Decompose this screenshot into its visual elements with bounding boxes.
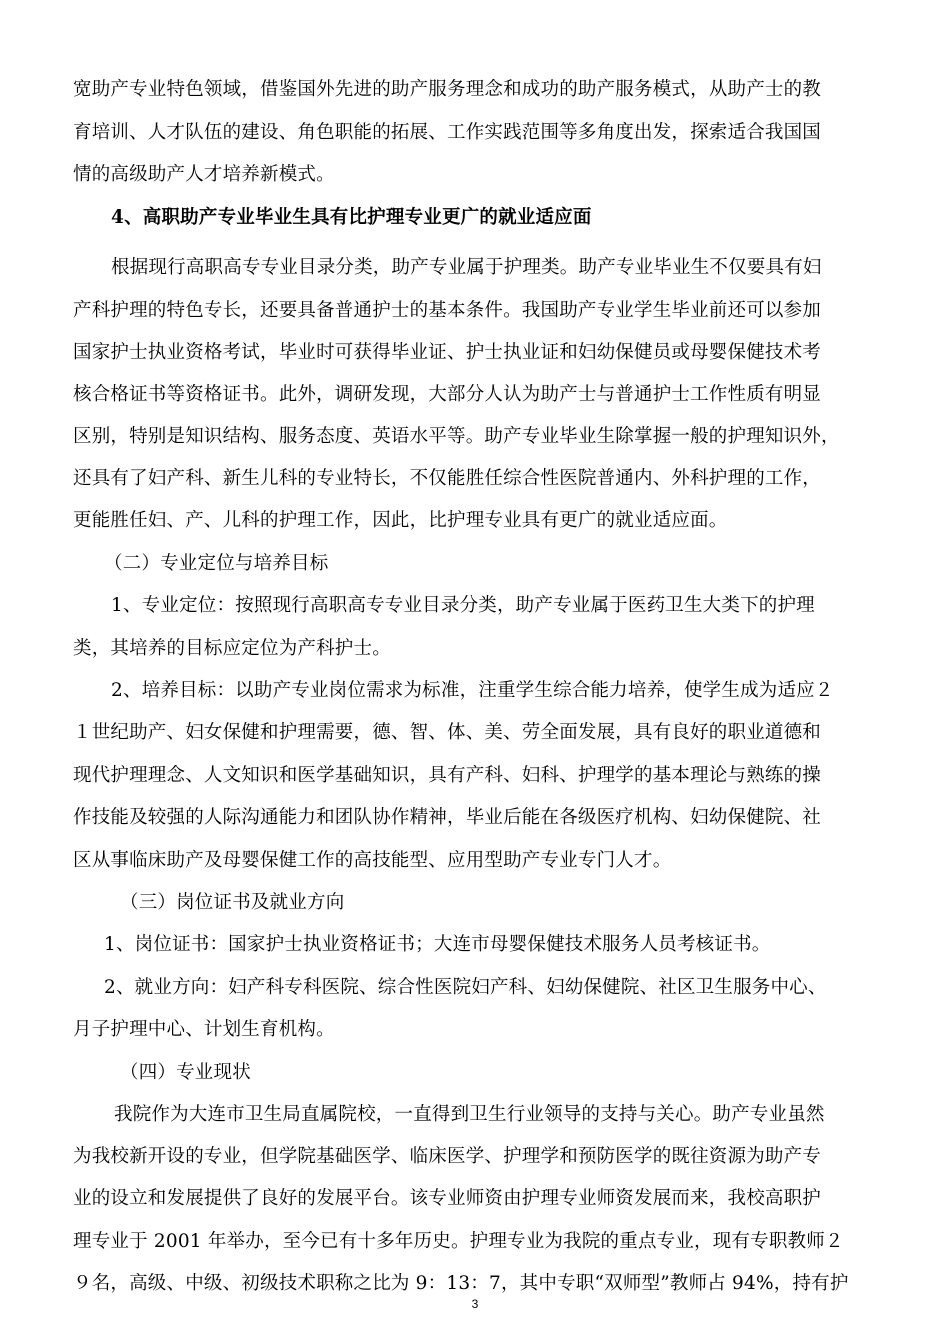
paragraph-line: 业的设立和发展提供了良好的发展平台。该专业师资由护理专业师资发展而来，我校高职护 [73,1188,822,1209]
paragraph-line: 我院作为大连市卫生局直属院校，一直得到卫生行业领导的支持与关心。助产专业虽然 [114,1104,825,1125]
paragraph-line: 宽助产专业特色领域，借鉴国外先进的助产服务理念和成功的助产服务模式，从助产士的教 [73,79,822,100]
paragraph-line: 1、专业定位：按照现行高职高专专业目录分类，助产专业属于医药卫生大类下的护理 [111,595,815,616]
section-heading: （二）专业定位与培养目标 [104,553,329,574]
paragraph-line: 2、就业方向：妇产科专科医院、综合性医院妇产科、妇幼保健院、社区卫生服务中心、 [104,977,827,998]
paragraph-line: 还具有了妇产科、新生儿科的专业特长，不仅能胜任综合性医院普通内、外科护理的工作， [73,468,822,489]
paragraph-line: ９名，高级、中级、初级技术职称之比为 9：13：7，其中专职“双师型”教师占 94%，持有护 [73,1273,849,1294]
paragraph-line: 核合格证书等资格证书。此外，调研发现，大部分人认为助产士与普通护士工作性质有明显 [73,384,822,405]
paragraph-line: 育培训、人才队伍的建设、角色职能的拓展、工作实践范围等多角度出发，探索适合我国国 [73,122,822,143]
paragraph-line: 月子护理中心、计划生育机构。 [73,1019,335,1040]
paragraph-line: 根据现行高职高专专业目录分类，助产专业属于护理类。助产专业毕业生不仅要具有妇 [111,257,822,278]
paragraph-line: 产科护理的特色专长，还要具备普通护士的基本条件。我国助产专业学生毕业前还可以参加 [73,300,822,321]
section-heading: 4、高职助产专业毕业生具有比护理专业更广的就业适应面 [111,207,592,228]
paragraph-line: 为我校新开设的专业，但学院基础医学、临床医学、护理学和预防医学的既往资源为助产专 [73,1146,822,1167]
paragraph-line: 情的高级助产人才培养新模式。 [73,164,335,185]
paragraph-line: 区从事临床助产及母婴保健工作的高技能型、应用型助产专业专门人才。 [73,850,672,871]
page-number: 3 [471,1297,479,1311]
section-heading: （四）专业现状 [120,1062,251,1083]
paragraph-line: 理专业于 2001 年举办，至今已有十多年历史。护理专业为我院的重点专业，现有专职教师２ [73,1231,844,1252]
paragraph-line: 类，其培养的目标应定位为产科护士。 [73,638,391,659]
paragraph-line: 作技能及较强的人际沟通能力和团队协作精神，毕业后能在各级医疗机构、妇幼保健院、社 [73,807,822,828]
paragraph-line: 2、培养目标：以助产专业岗位需求为标准，注重学生综合能力培养，使学生成为适应２ [111,680,834,701]
paragraph-line: 1、岗位证书：国家护士执业资格证书；大连市母婴保健技术服务人员考核证书。 [104,934,771,955]
paragraph-line: 更能胜任妇、产、儿科的护理工作，因此，比护理专业具有更广的就业适应面。 [73,510,728,531]
paragraph-line: 国家护士执业资格考试，毕业时可获得毕业证、护士执业证和妇幼保健员或母婴保健技术考 [73,342,822,363]
paragraph-line: 现代护理理念、人文知识和医学基础知识，具有产科、妇科、护理学的基本理论与熟练的操 [73,765,822,786]
section-heading: （三）岗位证书及就业方向 [120,892,345,913]
paragraph-line: １世纪助产、妇女保健和护理需要，德、智、体、美、劳全面发展，具有良好的职业道德和 [73,722,822,743]
paragraph-line: 区别，特别是知识结构、服务态度、英语水平等。助产专业毕业生除掌握一般的护理知识外， [73,426,840,447]
